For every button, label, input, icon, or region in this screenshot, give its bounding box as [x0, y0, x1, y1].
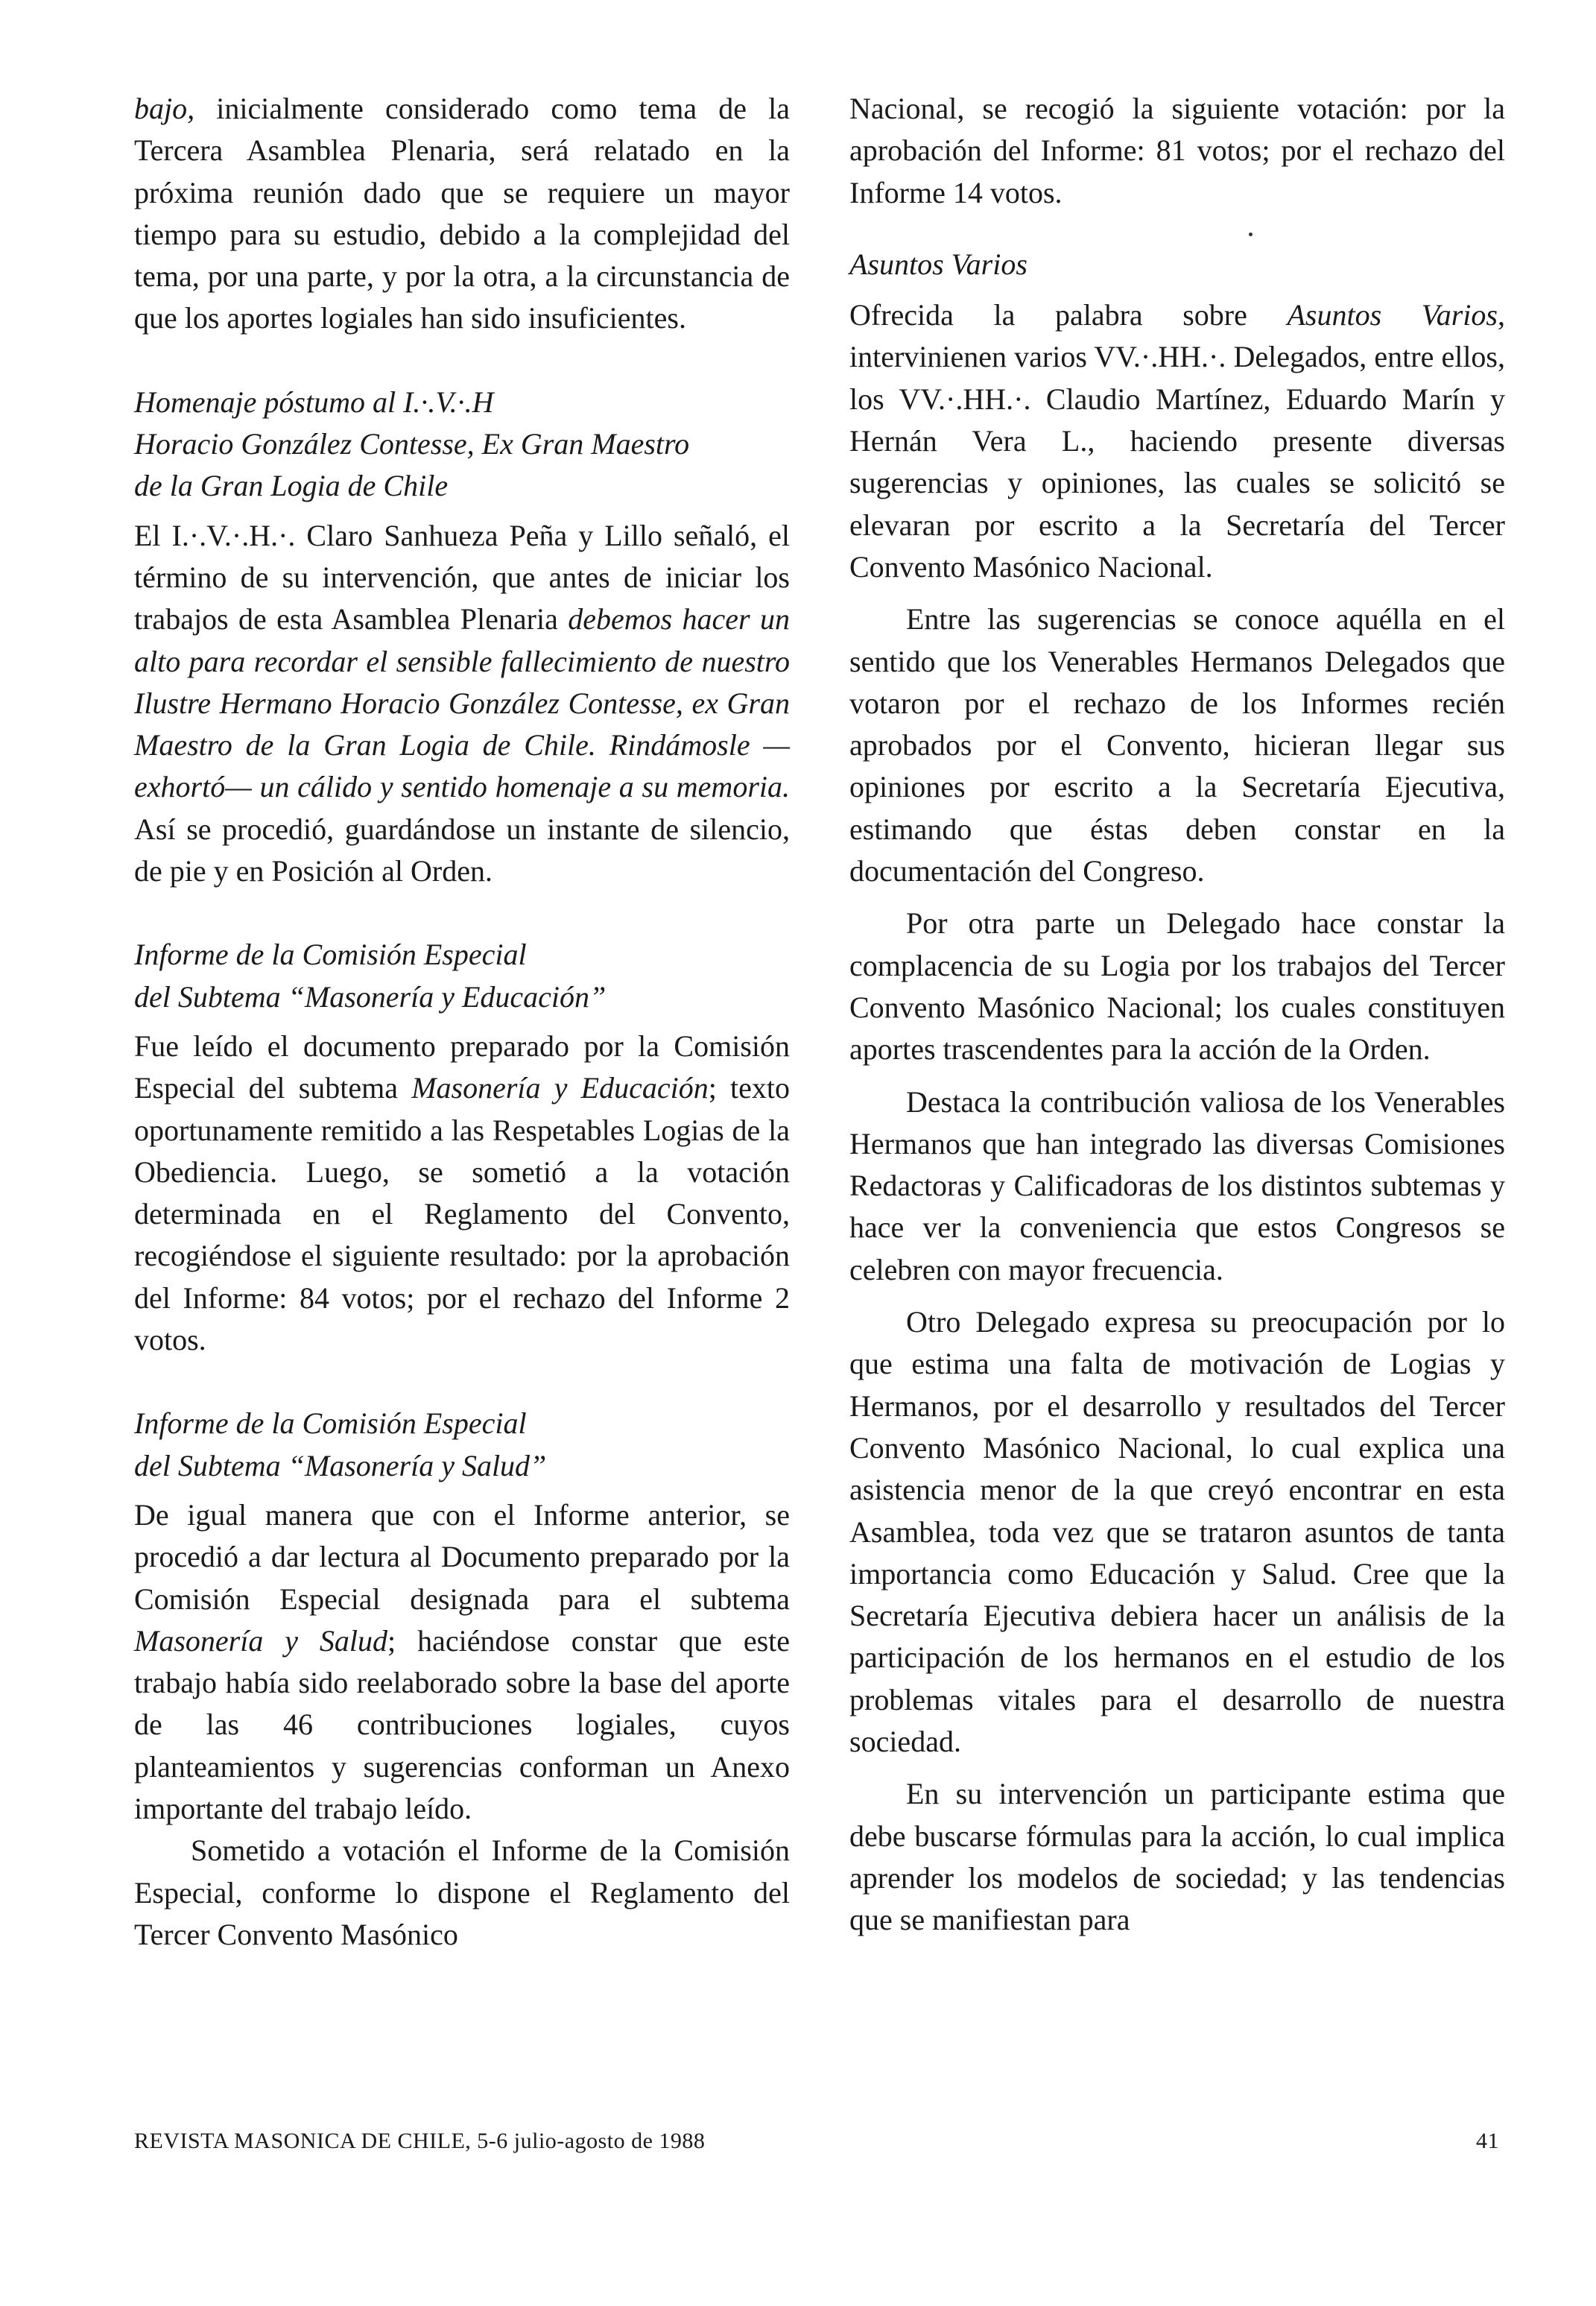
- homenaje-text-a: El I.·.V.·.H.·. Claro Sanhueza Peña y Lillo señaló, el término de su intervención, que antes de iniciar los trabajos de esta Asamblea Plenaria: [134, 518, 790, 636]
- intro-text: inicialmente considerado como tema de la Tercera Asamblea Plenaria, será relatado en la próxima reunión dado que se requiere un mayor tiempo para su estudio, debido a la complejidad del tema, por una parte, y por la otra, a la circunstancia de que los aportes logiales han sido insuficientes.: [134, 92, 790, 335]
- paragraph-sugerencias: Entre las sugerencias se conoce aquélla en el sentido que los Venerables Hermanos Delegados que votaron por el rechazo de los Informes recién aprobados por el Convento, hicieran llegar sus opiniones por escrito a la Secretaría Ejecutiva, estimando que éstas deben constar en la documentación del Congreso.: [849, 602, 1505, 888]
- paragraph-preocupacion: Otro Delegado expresa su preocupación por lo que estima una falta de motivación de Logias y Hermanos, por el desarrollo y resultados del Tercer Convento Masónico Nacional, lo cual explica una asistencia menor de la que creyó encontrar en esta Asamblea, toda vez que se trataron asuntos de tanta importancia como Educación y Salud. Cree que la Secretaría Ejecutiva debiera hacer un análisis de la participación de los hermanos en el estudio de los problemas vitales para el desarrollo de nuestra sociedad.: [849, 1305, 1505, 1758]
- salud-text-b: ; haciéndose constar que este trabajo había sido reelaborado sobre la base del aporte de las 46 contribuciones logiales, cuyos planteamientos y sugerencias conforman un Anexo importante del trabajo leído.: [134, 1623, 791, 1825]
- heading-salud: [134, 1403, 790, 1487]
- homenaje-text-c: Así se procedió, guardándose un instante de silencio, de pie y en Posición al Orden.: [134, 812, 790, 888]
- paragraph-salud: [134, 1494, 790, 1830]
- homenaje-italic-1: debemos hacer un alto para recordar el sensible fallecimiento de nuestro Ilustre Hermano Horacio González Contesse, ex Gran Maestro de la Gran Logia de Chile. Rindámosle: [134, 602, 790, 762]
- paragraph-intro: [134, 88, 790, 340]
- paragraph-intervencion: En su intervención un participante estima que debe buscarse fórmulas para la acción, lo cual implica aprender los modelos de sociedad; y las tendencias que se manifiestan para: [849, 1777, 1505, 1937]
- heading-homenaje-line3: de la Gran Logia de Chile: [134, 469, 449, 503]
- salud-italic: Masonería y Salud: [134, 1623, 388, 1658]
- varios-italic: Asuntos Varios: [1287, 298, 1498, 332]
- left-column: [134, 88, 790, 1956]
- heading-varios-line: Asuntos Varios: [849, 247, 1027, 281]
- intro-italic: bajo,: [134, 92, 195, 125]
- heading-educacion-line1: Informe de la Comisión Especial: [134, 938, 527, 972]
- varios-text-b: , intervinienen varios VV.·.HH.·. Delegados, entre ellos, los VV.·.HH.·. Claudio Martínez, Eduardo Marín y Hernán Vera L., haciendo presente diversas sugerencias y opiniones, las cuales se solicitó se elevaran por escrito a la Secretaría del Tercer Convento Masónico Nacional.: [849, 298, 1505, 584]
- paragraph-destaca: Destaca la contribución valiosa de los Venerables Hermanos que han integrado las diversas Comisiones Redactoras y Calificadoras de los distintos subtemas y hace ver la conveniencia que estos Congresos se celebren con mayor frecuencia.: [849, 1084, 1505, 1286]
- paragraph-varios: [849, 294, 1505, 588]
- homenaje-italic-2: un cálido y sentido homenaje a su memoria.: [259, 770, 790, 804]
- paragraph-educacion: [134, 1026, 790, 1361]
- educacion-text-b: ; texto oportunamente remitido a las Respetables Logias de la Obediencia. Luego, se sometió a la votación determinada en el Reglamento del Convento, recogiéndose el siguiente resultado: por la aprobación del Informe: 84 votos; por el rechazo del Informe 2 votos.: [134, 1071, 790, 1357]
- paragraph-homenaje: [134, 515, 790, 893]
- heading-salud-line2: del Subtema “Masonería y Salud”: [134, 1448, 547, 1482]
- heading-educacion-line2: del Subtema “Masonería y Educación”: [134, 979, 607, 1014]
- educacion-italic: Masonería y Educación: [411, 1071, 709, 1105]
- salud-text-a: De igual manera que con el Informe anterior, se procedió a dar lectura al Documento preparado por la Comisión Especial designada para el subtema: [134, 1497, 790, 1616]
- educacion-text-a: Fue leído el documento preparado por la Comisión Especial del subtema: [134, 1029, 790, 1105]
- heading-educacion: [134, 934, 790, 1018]
- paragraph-sometido: Sometido a votación el Informe de la Comisión Especial, conforme lo dispone el Reglamento del Tercer Convento Masónico: [134, 1833, 790, 1951]
- footer-publication: REVISTA MASONICA DE CHILE, 5-6 julio-agosto de 1988: [134, 2129, 706, 2153]
- page-number: 41: [1476, 2129, 1499, 2153]
- paragraph-nacional: Nacional, se recogió la siguiente votación: por la aprobación del Informe: 81 votos; por el rechazo del Informe 14 votos.: [849, 92, 1505, 209]
- heading-homenaje-line1: Homenaje póstumo al I.·.V.·.H: [134, 385, 494, 419]
- paragraph-complacencia: Por otra parte un Delegado hace constar la complacencia de su Logia por los trabajos del Tercer Convento Masónico Nacional; los cuales constituyen aportes trascendentes para la acción de la Orden.: [849, 906, 1505, 1067]
- homenaje-text-b: —exhortó—: [134, 728, 790, 804]
- heading-salud-line1: Informe de la Comisión Especial: [134, 1406, 527, 1441]
- varios-text-a: Ofrecida la palabra sobre: [849, 298, 1288, 332]
- heading-varios: [849, 244, 1505, 285]
- right-column: [849, 88, 1505, 1941]
- heading-homenaje-line2: Horacio González Contesse, Ex Gran Maestro: [134, 427, 690, 461]
- heading-homenaje: [134, 382, 790, 508]
